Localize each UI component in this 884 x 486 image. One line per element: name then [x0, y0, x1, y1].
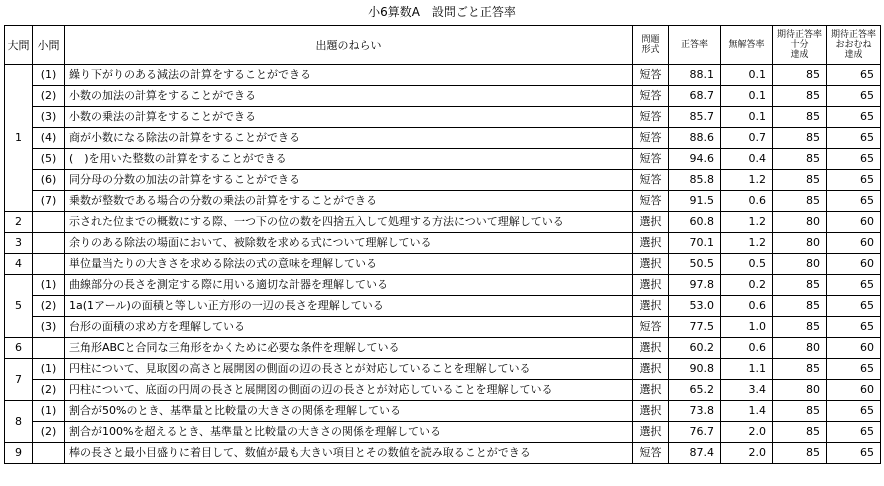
- table-row: [5, 422, 881, 443]
- header-seitou: 正答率: [669, 26, 721, 65]
- table-row: [5, 212, 881, 233]
- cell-nerai: 商が小数になる除法の計算をすることができる: [65, 128, 633, 149]
- cell-seitou: 90.8: [669, 359, 721, 380]
- cell-shomon: (2): [33, 380, 65, 401]
- cell-juubun: 85: [773, 359, 827, 380]
- table-row: [5, 233, 881, 254]
- cell-nerai: 三角形ABCと合同な三角形をかくために必要な条件を理解している: [65, 338, 633, 359]
- cell-keishiki: 選択: [633, 338, 669, 359]
- cell-shomon: (3): [33, 317, 65, 338]
- cell-shomon: (2): [33, 422, 65, 443]
- cell-juubun: 85: [773, 317, 827, 338]
- cell-keishiki: 短答: [633, 86, 669, 107]
- header-keishiki: 問題 形式: [633, 26, 669, 65]
- table-row: [5, 254, 881, 275]
- cell-oomune: 65: [827, 359, 881, 380]
- cell-shomon: (1): [33, 401, 65, 422]
- cell-seitou: 87.4: [669, 443, 721, 464]
- cell-nerai: 小数の乗法の計算をすることができる: [65, 107, 633, 128]
- cell-juubun: 80: [773, 233, 827, 254]
- cell-juubun: 85: [773, 86, 827, 107]
- cell-shomon: (5): [33, 149, 65, 170]
- cell-nerai: 繰り下がりのある減法の計算をすることができる: [65, 65, 633, 86]
- cell-mutou: 1.0: [721, 317, 773, 338]
- cell-shomon: [33, 443, 65, 464]
- cell-seitou: 85.8: [669, 170, 721, 191]
- cell-seitou: 50.5: [669, 254, 721, 275]
- cell-oomune: 65: [827, 191, 881, 212]
- cell-keishiki: 短答: [633, 170, 669, 191]
- table-row: [5, 86, 881, 107]
- cell-shomon: (3): [33, 107, 65, 128]
- cell-daimon: 4: [5, 254, 33, 275]
- cell-juubun: 80: [773, 380, 827, 401]
- cell-mutou: 1.2: [721, 212, 773, 233]
- cell-shomon: (4): [33, 128, 65, 149]
- cell-seitou: 70.1: [669, 233, 721, 254]
- cell-daimon: 3: [5, 233, 33, 254]
- cell-oomune: 60: [827, 338, 881, 359]
- header-mutou: 無解答率: [721, 26, 773, 65]
- cell-keishiki: 短答: [633, 149, 669, 170]
- table-row: [5, 317, 881, 338]
- cell-keishiki: 短答: [633, 128, 669, 149]
- cell-juubun: 85: [773, 296, 827, 317]
- cell-seitou: 97.8: [669, 275, 721, 296]
- cell-daimon: 6: [5, 338, 33, 359]
- cell-mutou: 1.1: [721, 359, 773, 380]
- cell-daimon: 1: [5, 65, 33, 212]
- table-row: [5, 359, 881, 380]
- cell-oomune: 65: [827, 443, 881, 464]
- cell-mutou: 0.7: [721, 128, 773, 149]
- cell-oomune: 65: [827, 65, 881, 86]
- cell-nerai: 割合が100%を超えるとき、基準量と比較量の大きさの関係を理解している: [65, 422, 633, 443]
- cell-oomune: 65: [827, 401, 881, 422]
- cell-seitou: 60.8: [669, 212, 721, 233]
- table-row: [5, 401, 881, 422]
- cell-keishiki: 短答: [633, 65, 669, 86]
- cell-seitou: 88.6: [669, 128, 721, 149]
- cell-keishiki: 短答: [633, 443, 669, 464]
- table-row: [5, 296, 881, 317]
- cell-daimon: 9: [5, 443, 33, 464]
- cell-oomune: 65: [827, 149, 881, 170]
- header-shomon: 小問: [33, 26, 65, 65]
- table-row: [5, 275, 881, 296]
- cell-mutou: 0.4: [721, 149, 773, 170]
- cell-mutou: 1.2: [721, 170, 773, 191]
- cell-mutou: 0.6: [721, 338, 773, 359]
- cell-keishiki: 選択: [633, 359, 669, 380]
- cell-keishiki: 選択: [633, 254, 669, 275]
- cell-seitou: 88.1: [669, 65, 721, 86]
- table-row: [5, 443, 881, 464]
- cell-juubun: 85: [773, 170, 827, 191]
- cell-nerai: 単位量当たりの大きさを求める除法の式の意味を理解している: [65, 254, 633, 275]
- cell-nerai: 小数の加法の計算をすることができる: [65, 86, 633, 107]
- cell-mutou: 0.6: [721, 191, 773, 212]
- cell-daimon: 5: [5, 275, 33, 338]
- cell-nerai: 台形の面積の求め方を理解している: [65, 317, 633, 338]
- cell-seitou: 77.5: [669, 317, 721, 338]
- cell-mutou: 0.1: [721, 65, 773, 86]
- cell-mutou: 1.2: [721, 233, 773, 254]
- cell-mutou: 0.1: [721, 86, 773, 107]
- cell-oomune: 65: [827, 422, 881, 443]
- cell-nerai: 余りのある除法の場面において、被除数を求める式について理解している: [65, 233, 633, 254]
- cell-juubun: 85: [773, 191, 827, 212]
- cell-daimon: 8: [5, 401, 33, 443]
- cell-seitou: 91.5: [669, 191, 721, 212]
- cell-shomon: (1): [33, 275, 65, 296]
- cell-oomune: 65: [827, 107, 881, 128]
- header-nerai: 出題のねらい: [65, 26, 633, 65]
- cell-juubun: 85: [773, 401, 827, 422]
- cell-shomon: [33, 233, 65, 254]
- table-row: [5, 149, 881, 170]
- cell-seitou: 60.2: [669, 338, 721, 359]
- cell-nerai: 1a(1アール)の面積と等しい正方形の一辺の長さを理解している: [65, 296, 633, 317]
- cell-oomune: 65: [827, 86, 881, 107]
- results-table: [4, 25, 881, 464]
- cell-oomune: 65: [827, 170, 881, 191]
- table-row: [5, 170, 881, 191]
- cell-nerai: ( )を用いた整数の計算をすることができる: [65, 149, 633, 170]
- cell-seitou: 85.7: [669, 107, 721, 128]
- cell-shomon: (1): [33, 359, 65, 380]
- cell-shomon: (7): [33, 191, 65, 212]
- table-row: [5, 380, 881, 401]
- cell-keishiki: 選択: [633, 380, 669, 401]
- cell-juubun: 80: [773, 338, 827, 359]
- cell-keishiki: 短答: [633, 191, 669, 212]
- cell-shomon: [33, 212, 65, 233]
- cell-mutou: 0.1: [721, 107, 773, 128]
- cell-mutou: 1.4: [721, 401, 773, 422]
- cell-nerai: 円柱について、底面の円周の長さと展開図の側面の辺の長さとが対応していることを理解している: [65, 380, 633, 401]
- cell-keishiki: 選択: [633, 212, 669, 233]
- cell-mutou: 0.5: [721, 254, 773, 275]
- cell-seitou: 68.7: [669, 86, 721, 107]
- cell-seitou: 53.0: [669, 296, 721, 317]
- cell-shomon: (1): [33, 65, 65, 86]
- cell-oomune: 60: [827, 212, 881, 233]
- cell-nerai: 乗数が整数である場合の分数の乗法の計算をすることができる: [65, 191, 633, 212]
- cell-mutou: 2.0: [721, 422, 773, 443]
- table-body: [5, 65, 881, 464]
- cell-juubun: 85: [773, 107, 827, 128]
- table-row: [5, 107, 881, 128]
- cell-juubun: 85: [773, 65, 827, 86]
- cell-daimon: 2: [5, 212, 33, 233]
- cell-oomune: 60: [827, 380, 881, 401]
- cell-nerai: 円柱について、見取図の高さと展開図の側面の辺の長さとが対応していることを理解している: [65, 359, 633, 380]
- header-daimon: 大問: [5, 26, 33, 65]
- cell-oomune: 60: [827, 233, 881, 254]
- cell-oomune: 65: [827, 296, 881, 317]
- cell-mutou: 0.2: [721, 275, 773, 296]
- cell-shomon: [33, 338, 65, 359]
- cell-daimon: 7: [5, 359, 33, 401]
- cell-seitou: 65.2: [669, 380, 721, 401]
- cell-nerai: 棒の長さと最小目盛りに着目して、数値が最も大きい項目とその数値を読み取ることができる: [65, 443, 633, 464]
- table-row: [5, 338, 881, 359]
- cell-keishiki: 選択: [633, 233, 669, 254]
- cell-oomune: 65: [827, 128, 881, 149]
- cell-nerai: 同分母の分数の加法の計算をすることができる: [65, 170, 633, 191]
- cell-keishiki: 選択: [633, 422, 669, 443]
- header-oomune: 期待正答率 おおむね 達成: [827, 26, 881, 65]
- cell-nerai: 示された位までの概数にする際、一つ下の位の数を四捨五入して処理する方法について理解している: [65, 212, 633, 233]
- cell-shomon: (2): [33, 296, 65, 317]
- cell-oomune: 65: [827, 275, 881, 296]
- cell-mutou: 3.4: [721, 380, 773, 401]
- cell-mutou: 0.6: [721, 296, 773, 317]
- cell-seitou: 94.6: [669, 149, 721, 170]
- cell-nerai: 割合が50%のとき、基準量と比較量の大きさの関係を理解している: [65, 401, 633, 422]
- cell-juubun: 80: [773, 212, 827, 233]
- table-row: [5, 191, 881, 212]
- cell-seitou: 76.7: [669, 422, 721, 443]
- cell-keishiki: 選択: [633, 296, 669, 317]
- cell-nerai: 曲線部分の長さを測定する際に用いる適切な計器を理解している: [65, 275, 633, 296]
- table-header-row: [5, 26, 881, 65]
- cell-juubun: 85: [773, 422, 827, 443]
- cell-mutou: 2.0: [721, 443, 773, 464]
- cell-shomon: (2): [33, 86, 65, 107]
- cell-juubun: 85: [773, 443, 827, 464]
- cell-oomune: 60: [827, 254, 881, 275]
- cell-keishiki: 選択: [633, 401, 669, 422]
- cell-juubun: 85: [773, 128, 827, 149]
- cell-keishiki: 短答: [633, 317, 669, 338]
- cell-juubun: 80: [773, 254, 827, 275]
- cell-keishiki: 選択: [633, 275, 669, 296]
- header-juubun: 期待正答率 十分 達成: [773, 26, 827, 65]
- cell-juubun: 85: [773, 149, 827, 170]
- page-title: 小6算数A 設問ごと正答率: [368, 5, 516, 19]
- cell-juubun: 85: [773, 275, 827, 296]
- cell-keishiki: 短答: [633, 107, 669, 128]
- table-row: [5, 65, 881, 86]
- table-row: [5, 128, 881, 149]
- cell-seitou: 73.8: [669, 401, 721, 422]
- cell-shomon: (6): [33, 170, 65, 191]
- cell-oomune: 65: [827, 317, 881, 338]
- cell-shomon: [33, 254, 65, 275]
